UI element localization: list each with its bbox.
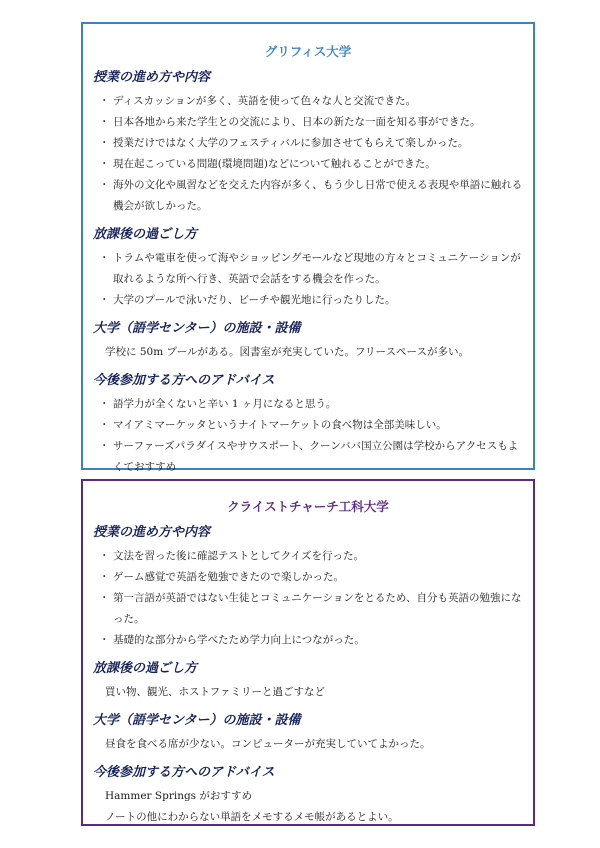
section-heading: 大学（語学センター）の施設・設備 [93,321,301,336]
list-item: ・ 海外の文化や風習などを交えた内容が多く、もう少し日常で使える表現や単語に触れる機会が欲しかった。 [93,175,525,217]
list-item: ・ ディスカッションが多く、英語を使って色々な人と交流できた。 [93,91,525,112]
section-classes [93,523,525,651]
list-item: ・ 日本各地から来た学生との交流により、日本の新たな一面を知る事ができた。 [93,112,525,133]
section-text: 昼食を食べる席が少ない。コンピューターが充実していてよかった。 [105,738,431,750]
section-facilities [93,711,525,755]
list-item: ・ マイアミマーケッタというナイトマーケットの食べ物は全部美味しい。 [93,415,525,436]
list-item: ・ 語学力が全くないと辛い 1 ヶ月になると思う。 [93,394,525,415]
section-heading: 大学（語学センター）の施設・設備 [93,713,301,728]
item-list [93,91,525,217]
christchurch-polytechnic-box [81,479,535,826]
section-heading: 今後参加する方へのアドバイス [93,765,275,780]
section-heading: 授業の進め方や内容 [93,70,211,85]
section-text: 買い物、観光、ホストファミリーと過ごすなど [105,686,325,698]
item-list [93,546,525,651]
list-item: ・ 第一言語が英語ではない生徒とコミュニケーションをとるため、自分も英語の勉強になった。 [93,588,525,630]
list-item: ・ サーファーズパラダイスやサウスポート、クーンババ国立公園は学校からアクセスもよくておすすめ [93,436,525,478]
section-heading: 放課後の過ごし方 [93,661,198,676]
section-after-school [93,659,525,703]
university-title: クライストチャーチ工科大学 [227,499,389,514]
list-item: ・ 大学のプールで泳いだり、ビーチや観光地に行ったりした。 [93,290,525,311]
section-advice [93,763,525,828]
university-title: グリフィス大学 [264,44,352,59]
section-classes [93,68,525,217]
item-list [93,248,525,311]
section-heading: 放課後の過ごし方 [93,227,198,242]
griffith-university-box [81,22,535,473]
list-item: ・ ゲーム感覚で英語を勉強できたので楽しかった。 [93,567,525,588]
item-list [93,394,525,478]
section-facilities [93,319,525,363]
section-text: 学校に 50m プールがある。図書室が充実していた。フリースペースが多い。 [105,346,469,358]
list-item: ・ 授業だけではなく大学のフェスティバルに参加させてもらえて楽しかった。 [93,133,525,154]
list-item: ・ 基礎的な部分から学べたため学力向上につながった。 [93,630,525,651]
section-advice [93,371,525,478]
section-text: ノートの他にわからない単語をメモするメモ帳があるとよい。 [105,811,399,823]
section-text: Hammer Springs がおすすめ [105,790,253,802]
list-item: ・ トラムや電車を使って海やショッピングモールなど現地の方々とコミュニケーションが取れるような所へ行き、英語で会話をする機会を作った。 [93,248,525,290]
section-after-school [93,225,525,311]
section-heading: 今後参加する方へのアドバイス [93,373,275,388]
section-heading: 授業の進め方や内容 [93,525,211,540]
list-item: ・ 文法を習った後に確認テストとしてクイズを行った。 [93,546,525,567]
list-item: ・ 現在起こっている問題(環境問題)などについて触れることができた。 [93,154,525,175]
